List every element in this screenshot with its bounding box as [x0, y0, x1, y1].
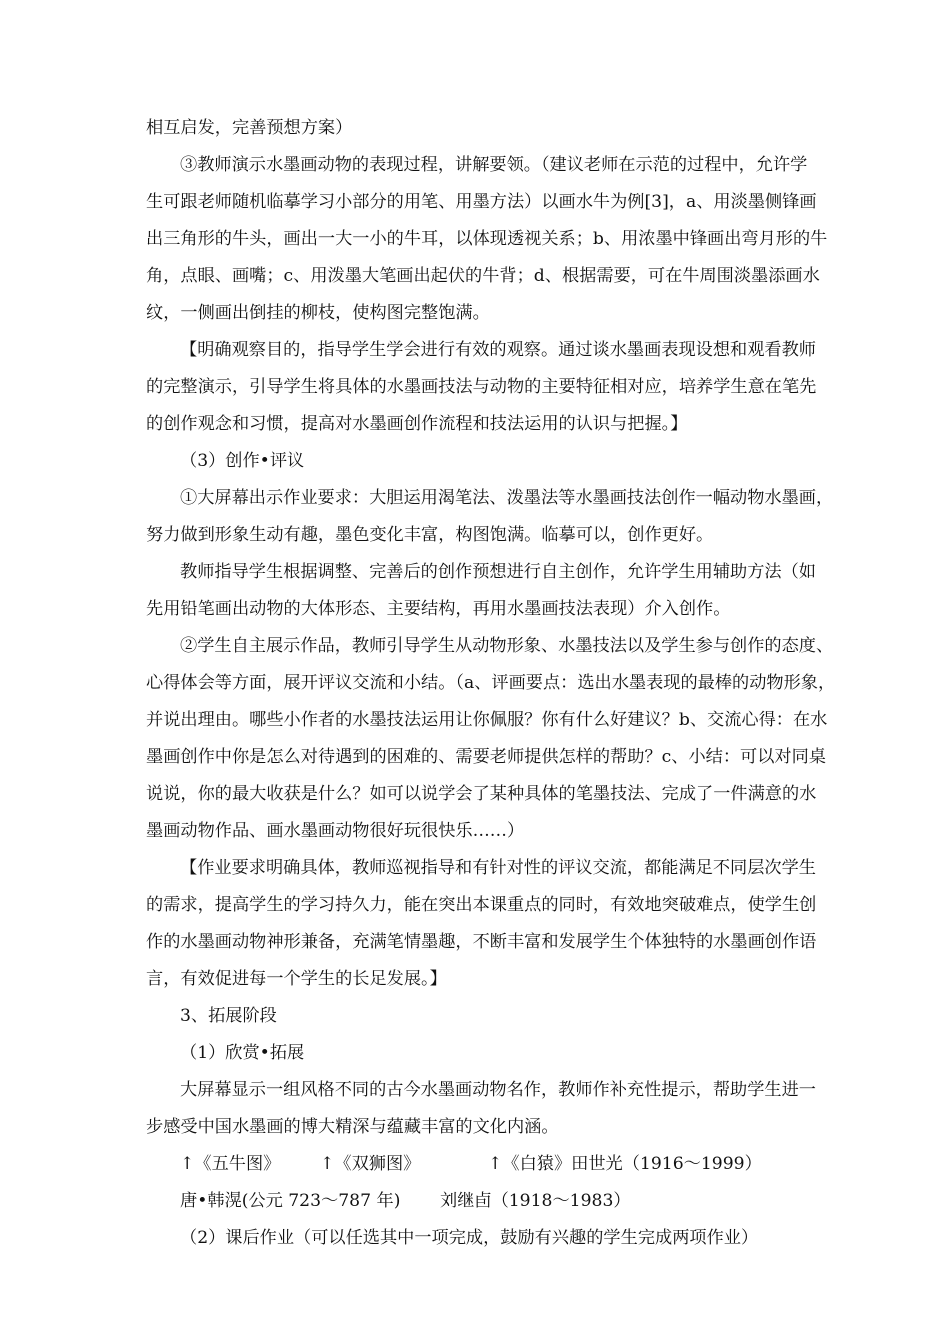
paragraph-line: 【作业要求明确具体，教师巡视指导和有针对性的评议交流，都能满足不同层次学生	[180, 858, 816, 878]
paragraph-line: ①大屏幕出示作业要求：大胆运用渴笔法、泼墨法等水墨画技法创作一幅动物水墨画，	[180, 488, 834, 508]
paragraph-line: ②学生自主展示作品，教师引导学生从动物形象、水墨技法以及学生参与创作的态度、	[180, 636, 834, 656]
paragraph-line: ③教师演示水墨画动物的表现过程，讲解要领。（建议老师在示范的过程中，允许学	[180, 155, 808, 175]
paragraph-line: 努力做到形象生动有趣，墨色变化丰富，构图饱满。临摹可以，创作更好。	[146, 525, 714, 545]
paragraph-line: 墨画创作中你是怎么对待遇到的困难的、需要老师提供怎样的帮助？c、小结：可以对同桌	[146, 747, 826, 767]
paragraph-line: 先用铅笔画出动物的大体形态、主要结构，再用水墨画技法表现）介入创作。	[146, 599, 731, 619]
paragraph-line: 墨画动物作品、画水墨画动物很好玩很快乐……）	[146, 821, 525, 841]
homework-heading: （2）课后作业（可以任选其中一项完成，鼓励有兴趣的学生完成两项作业）	[180, 1228, 759, 1248]
paragraph-line: 角，点眼、画嘴；c、用泼墨大笔画出起伏的牛背；d、根据需要，可在牛周围淡墨添画水	[146, 266, 820, 286]
paragraph-line: 相互启发，完善预想方案）	[146, 118, 353, 138]
paragraph-line: 的创作观念和习惯，提高对水墨画创作流程和技法运用的认识与把握。】	[146, 414, 688, 434]
paragraph-line: 作的水墨画动物神形兼备，充满笔情墨趣，不断丰富和发展学生个体独特的水墨画创作语	[146, 932, 817, 952]
paragraph-line: 教师指导学生根据调整、完善后的创作预想进行自主创作，允许学生用辅助方法（如	[180, 562, 816, 582]
paragraph-line: 出三角形的牛头，画出一大一小的牛耳，以体现透视关系；b、用浓墨中锋画出弯月形的牛	[146, 229, 828, 249]
paragraph-line: 步感受中国水墨画的博大精深与蕴藏丰富的文化内涵。	[146, 1117, 559, 1137]
paragraph-line: 言，有效促进每一个学生的长足发展。】	[146, 969, 447, 989]
paragraph-line: 大屏幕显示一组风格不同的古今水墨画动物名作，教师作补充性提示，帮助学生进一	[180, 1080, 816, 1100]
artwork-artist: 刘继卣（1918～1983）	[440, 1191, 631, 1211]
section-heading: 3、拓展阶段	[180, 1006, 277, 1026]
paragraph-line: 并说出理由。哪些小作者的水墨技法运用让你佩服？你有什么好建议？b、交流心得：在水	[146, 710, 828, 730]
artwork-artist: 唐•韩滉(公元 723～787 年)	[180, 1191, 401, 1211]
section-heading: （1）欣赏•拓展	[180, 1043, 305, 1063]
paragraph-line: 心得体会等方面，展开评议交流和小结。（a、评画要点：选出水墨表现的最棒的动物形象，	[146, 673, 836, 693]
paragraph-line: 生可跟老师随机临摹学习小部分的用笔、用墨方法）以画水牛为例[3]，a、用淡墨侧锋画	[146, 192, 817, 212]
artwork-title: ↑《双狮图》	[320, 1154, 421, 1174]
section-heading: （3）创作•评议	[180, 451, 305, 471]
paragraph-line: 说说，你的最大收获是什么？如可以说学会了某种具体的笔墨技法、完成了一件满意的水	[146, 784, 817, 804]
paragraph-line: 纹，一侧画出倒挂的柳枝，使构图完整饱满。	[146, 303, 490, 323]
paragraph-line: 的完整演示，引导学生将具体的水墨画技法与动物的主要特征相对应，培养学生意在笔先	[146, 377, 817, 397]
paragraph-line: 的需求，提高学生的学习持久力，能在突出本课重点的同时，有效地突破难点，使学生创	[146, 895, 817, 915]
paragraph-line: 【明确观察目的，指导学生学会进行有效的观察。通过谈水墨画表现设想和观看教师	[180, 340, 816, 360]
artwork-title: ↑《五牛图》	[180, 1154, 281, 1174]
artwork-title: ↑《白猿》田世光（1916～1999）	[488, 1154, 762, 1174]
